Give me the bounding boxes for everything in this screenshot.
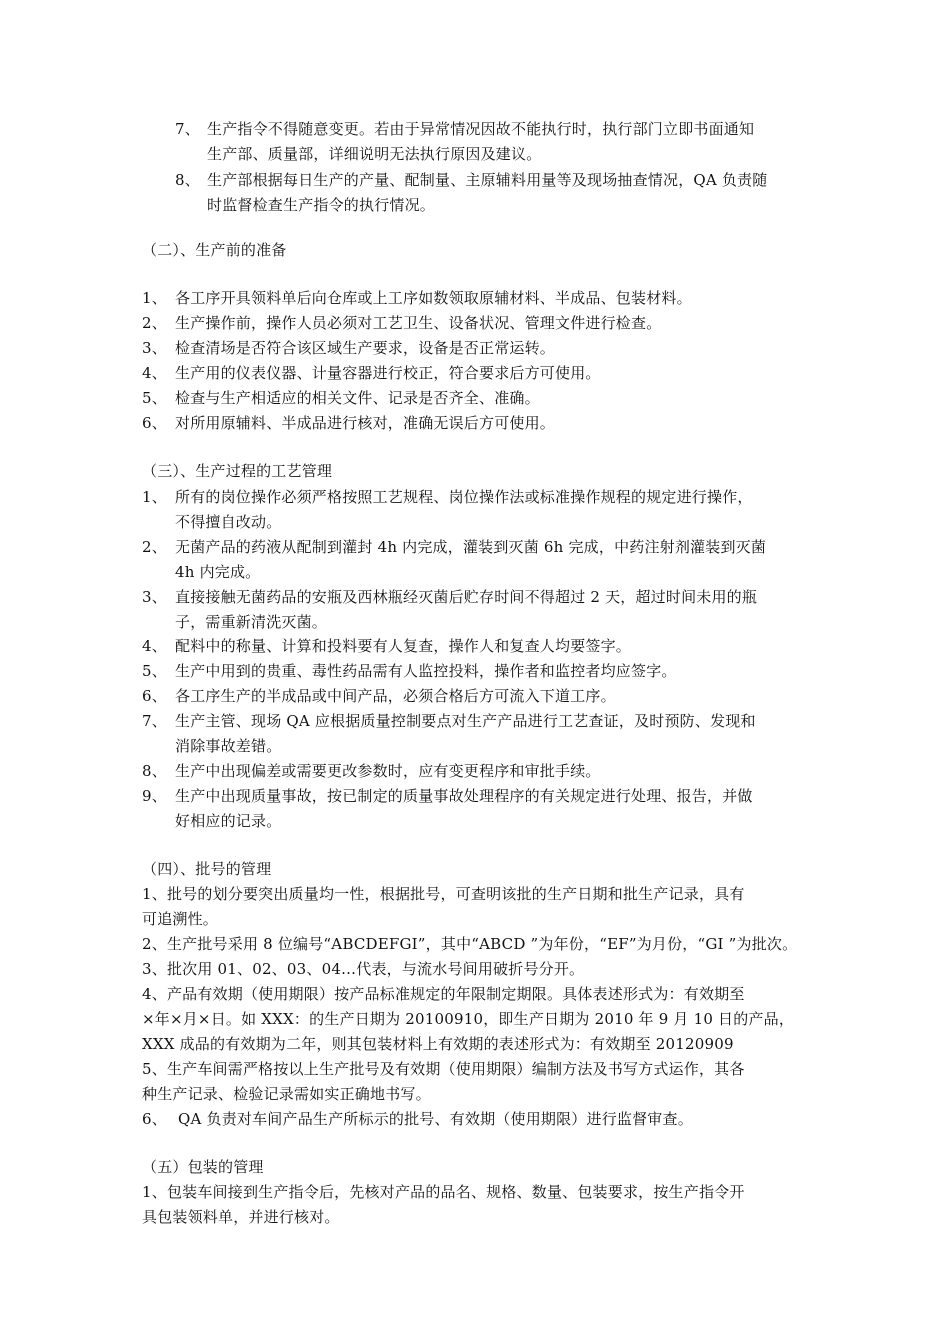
list-item-number: 1、 [142,488,167,506]
paragraph-line: 3、批次用 01、02、03、04…代表，与流水号间用破折号分开。 [142,960,585,978]
paragraph-line: 1、批号的划分要突出质量均一性，根据批号，可查明该批的生产日期和批生产记录，具有 [142,885,745,903]
list-item-text: 各工序生产的半成品或中间产品，必须合格后方可流入下道工序。 [175,687,616,705]
list-item-number: 9、 [142,787,167,805]
list-item-text: 生产部根据每日生产的产量、配制量、主原辅料用量等及现场抽查情况，QA 负责随 [207,171,768,189]
list-item-text: 所有的岗位操作必须严格按照工艺规程、岗位操作法或标准操作规程的规定进行操作， [175,488,753,506]
paragraph-line: 2、生产批号采用 8 位编号“ABCDEFGI”，其中“ABCD ”为年份，“EF”为月份，“GI ”为批次。 [142,935,798,953]
list-item-text: 好相应的记录。 [175,812,282,830]
list-item-number: 6、 [142,687,167,705]
list-item-text: 4h 内完成。 [175,563,261,581]
paragraph-line: 4、产品有效期（使用期限）按产品标准规定的年限制定期限。具体表述形式为：有效期至 [142,985,745,1003]
list-item-number: 3、 [142,588,167,606]
paragraph-line: 种生产记录、检验记录需如实正确地书写。 [142,1085,431,1103]
list-item-text: 生产部、质量部，详细说明无法执行原因及建议。 [207,145,542,163]
list-item-text: 生产用的仪表仪器、计量容器进行校正，符合要求后方可使用。 [175,364,601,382]
list-item-number: 3、 [142,339,167,357]
list-item-text: 子，需重新清洗灭菌。 [175,613,328,631]
list-item-number: 7、 [142,712,167,730]
paragraph-line: XXX 成品的有效期为二年，则其包装材料上有效期的表述形式为：有效期至 20120909 [142,1035,734,1053]
list-item-text: 生产中用到的贵重、毒性药品需有人监控投料，操作者和监控者均应签字。 [175,662,677,680]
list-item-text: 无菌产品的药液从配制到灌封 4h 内完成，灌装到灭菌 6h 完成，中药注射剂灌装到灭菌 [175,538,767,556]
list-item-number: 7、 [175,120,200,138]
list-item-number: 8、 [142,762,167,780]
list-item-text: 消除事故差错。 [175,737,282,755]
list-item-text: 生产中出现偏差或需要更改参数时，应有变更程序和审批手续。 [175,762,601,780]
list-item-number: 4、 [142,637,167,655]
list-item-text: 对所用原辅料、半成品进行核对，准确无误后方可使用。 [175,414,556,432]
list-item-text: 不得擅自改动。 [175,513,282,531]
list-item-text: QA 负责对车间产品生产所标示的批号、有效期（使用期限）进行监督审查。 [178,1110,693,1128]
list-item-number: 4、 [142,364,167,382]
section-heading: （二）、生产前的准备 [142,241,287,259]
paragraph-line: 具包装领料单，并进行核对。 [142,1208,340,1226]
list-item-text: 生产主管、现场 QA 应根据质量控制要点对生产产品进行工艺查证，及时预防、发现和 [175,712,756,730]
list-item-number: 6、 [142,1110,167,1128]
list-item-text: 各工序开具领料单后向仓库或上工序如数领取原辅材料、半成品、包装材料。 [175,289,692,307]
list-item-text: 配料中的称量、计算和投料要有人复查，操作人和复查人均要签字。 [175,637,632,655]
paragraph-line: ×年×月×日。如 XXX：的生产日期为 20100910，即生产日期为 2010 年 9 月 10 日的产品， [142,1010,795,1028]
list-item-text: 生产中出现质量事故，按已制定的质量事故处理程序的有关规定进行处理、报告，并做 [175,787,753,805]
list-item-number: 8、 [175,171,200,189]
list-item-number: 5、 [142,389,167,407]
list-item-number: 1、 [142,289,167,307]
list-item-text: 直接接触无菌药品的安瓶及西林瓶经灭菌后贮存时间不得超过 2 天，超过时间未用的瓶 [175,588,758,606]
section-heading: （五）包装的管理 [142,1158,264,1176]
list-item-number: 2、 [142,538,167,556]
paragraph-line: 5、生产车间需严格按以上生产批号及有效期（使用期限）编制方法及书写方式运作，其各 [142,1060,745,1078]
list-item-text: 检查清场是否符合该区域生产要求，设备是否正常运转。 [175,339,556,357]
list-item-text: 时监督检查生产指令的执行情况。 [207,196,436,214]
section-heading: （三）、生产过程的工艺管理 [142,462,333,480]
list-item-number: 5、 [142,662,167,680]
paragraph-line: 1、包装车间接到生产指令后，先核对产品的品名、规格、数量、包装要求，按生产指令开 [142,1183,745,1201]
list-item-text: 生产指令不得随意变更。若由于异常情况因故不能执行时，执行部门立即书面通知 [207,120,755,138]
list-item-number: 6、 [142,414,167,432]
section-heading: （四）、批号的管理 [142,860,272,878]
list-item-text: 检查与生产相适应的相关文件、记录是否齐全、准确。 [175,389,540,407]
list-item-number: 2、 [142,314,167,332]
paragraph-line: 可追溯性。 [142,910,219,928]
list-item-text: 生产操作前，操作人员必须对工艺卫生、设备状况、管理文件进行检查。 [175,314,662,332]
